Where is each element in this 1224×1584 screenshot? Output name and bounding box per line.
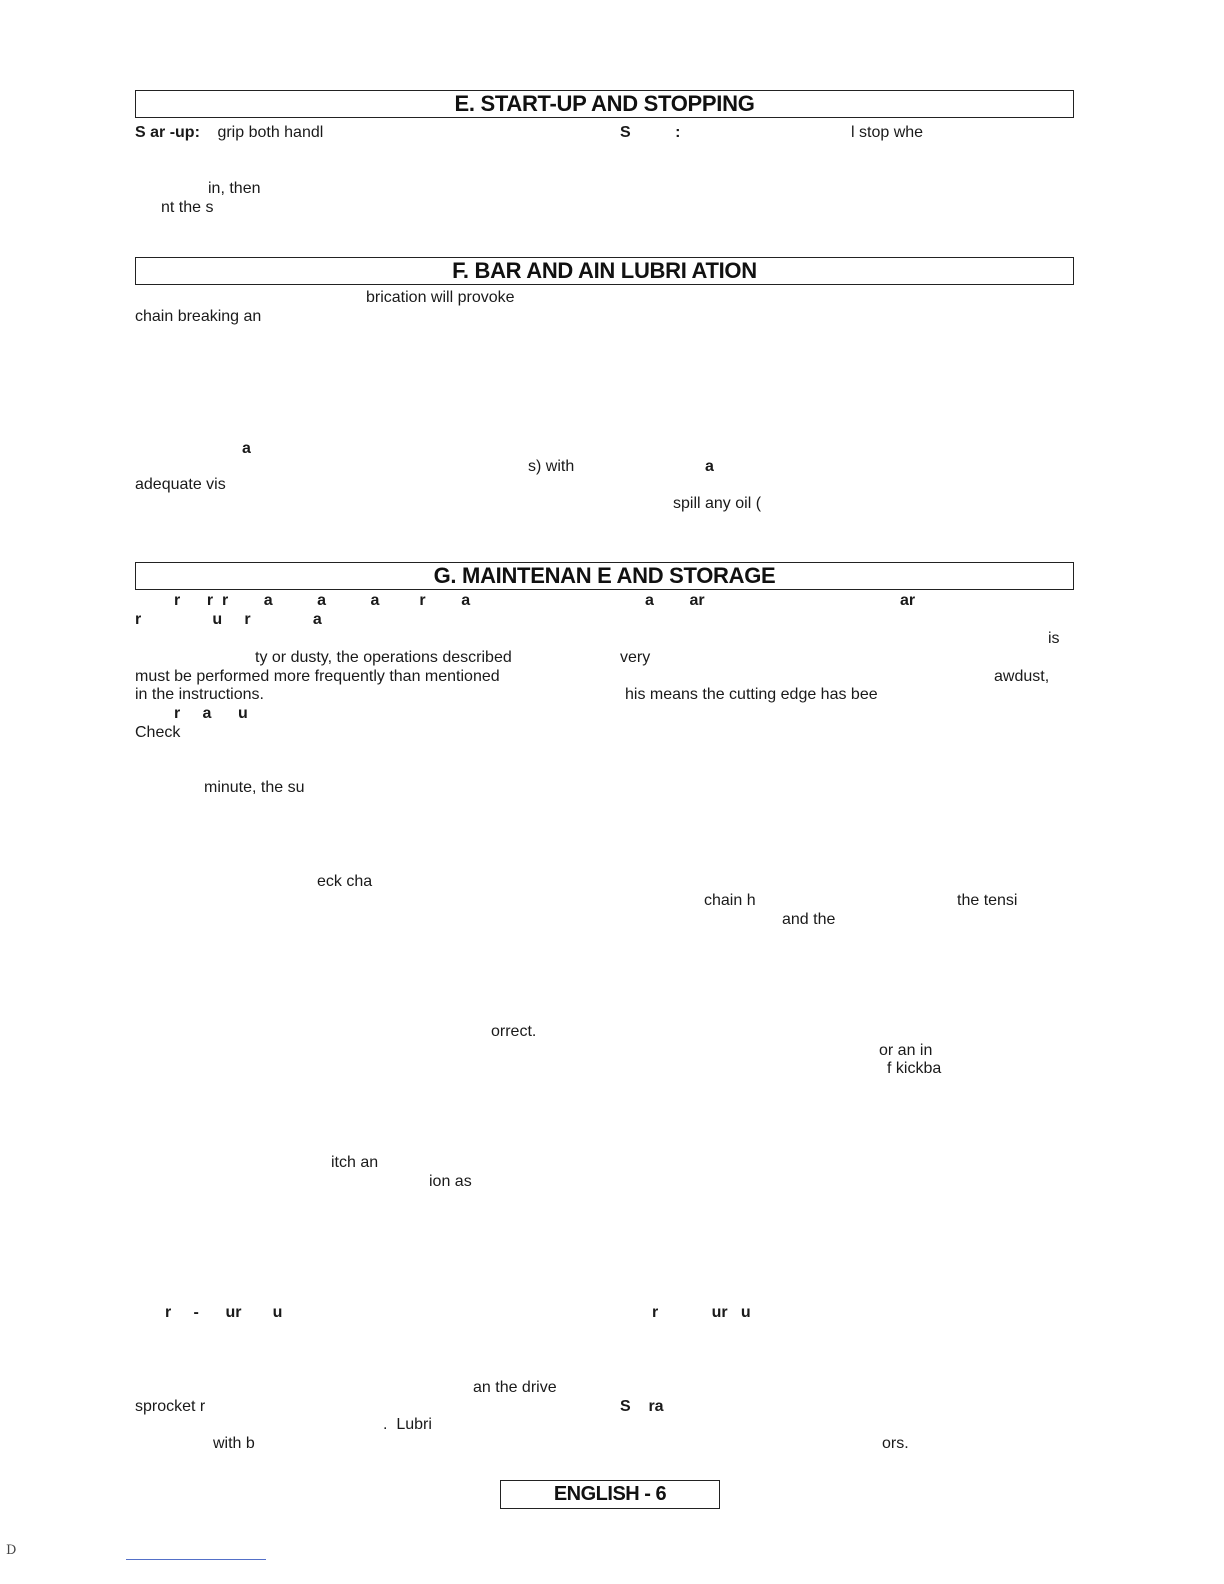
bold-fragment: a ar	[645, 592, 705, 609]
text-fragment: with b	[213, 1435, 255, 1452]
section-e-heading: E. START-UP AND STOPPING	[135, 90, 1074, 118]
stopping-label: S :	[620, 124, 681, 141]
text-fragment: brication will provoke	[366, 289, 515, 306]
text-fragment: minute, the su	[204, 779, 305, 796]
startup-text: grip both handl	[213, 124, 324, 141]
text-fragment: ty or dusty, the operations described	[255, 649, 512, 666]
text-fragment: . Lubri	[383, 1416, 432, 1433]
text-fragment: itch an	[331, 1154, 379, 1171]
bold-fragment: a	[705, 458, 714, 475]
footer-rule	[126, 1559, 266, 1560]
bold-fragment: r r r a a a r a	[174, 592, 471, 609]
text-fragment: ion as	[429, 1173, 472, 1190]
text-fragment: Check	[135, 724, 181, 741]
text-fragment: ors.	[882, 1435, 909, 1452]
text-fragment: chain h	[704, 892, 756, 909]
text-fragment: eck cha	[317, 873, 373, 890]
bold-fragment: a	[242, 440, 251, 457]
text-fragment: spill any oil (	[673, 495, 762, 512]
text-fragment: must be performed more frequently than mentioned	[135, 668, 500, 685]
section-g-heading: G. MAINTENAN E AND STORAGE	[135, 562, 1074, 590]
text-fragment: awdust,	[994, 668, 1050, 685]
startup-label: S ar -up:	[135, 124, 200, 141]
text-fragment: s) with	[528, 458, 575, 475]
text-fragment: sprocket r	[135, 1398, 206, 1415]
text-fragment: very	[620, 649, 651, 666]
text-fragment: an the drive	[473, 1379, 557, 1396]
text-fragment: orrect.	[491, 1023, 537, 1040]
text-fragment: nt the s	[161, 199, 214, 216]
corner-mark: D	[6, 1543, 17, 1558]
bold-fragment: r a u	[174, 705, 248, 722]
text-fragment: adequate vis	[135, 476, 226, 493]
text-fragment: in the instructions.	[135, 686, 264, 703]
text-fragment: his means the cutting edge has bee	[625, 686, 878, 703]
bold-fragment: r - ur u	[165, 1304, 283, 1321]
section-f-heading: F. BAR AND AIN LUBRI ATION	[135, 257, 1074, 285]
bold-fragment: r u r a	[135, 611, 322, 628]
text-fragment: in, then	[208, 180, 261, 197]
bold-fragment: r ur u	[652, 1304, 751, 1321]
text-fragment: is	[1048, 630, 1060, 647]
text-fragment: the tensi	[957, 892, 1018, 909]
text-fragment: or an in	[879, 1042, 933, 1059]
text-fragment: and the	[782, 911, 836, 928]
stopping-text: l stop whe	[851, 124, 924, 141]
text-fragment: f kickba	[887, 1060, 942, 1077]
bold-fragment: S ra	[620, 1398, 664, 1415]
bold-fragment: ar	[900, 592, 916, 609]
text-fragment: chain breaking an	[135, 308, 262, 325]
page-number-label: ENGLISH - 6	[500, 1480, 720, 1509]
